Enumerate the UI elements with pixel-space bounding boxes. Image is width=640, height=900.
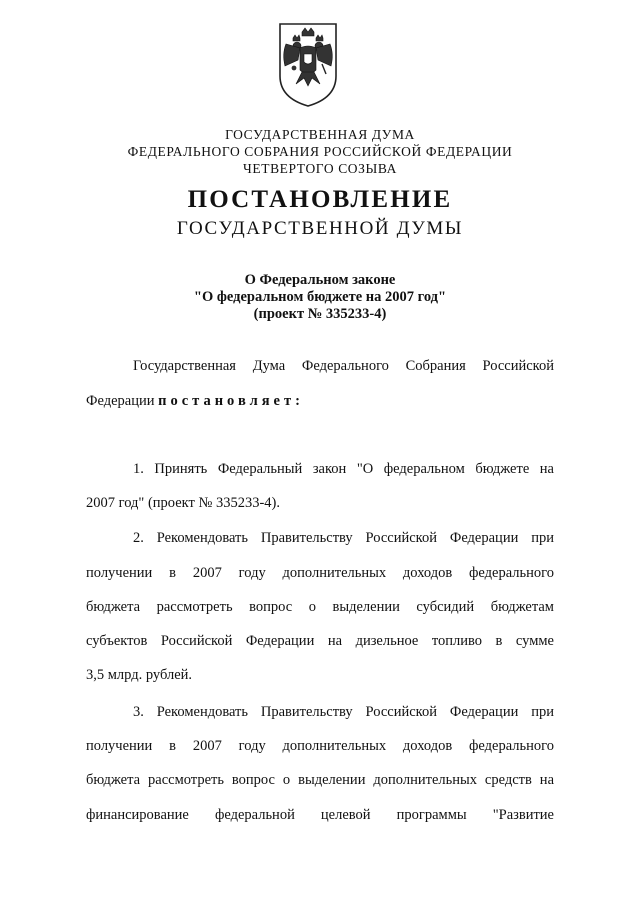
item-2-line-5: 3,5 млрд. рублей. [86, 667, 193, 683]
item-3-line-2: получении в 2007 году дополнительных доходов федерального [86, 738, 554, 754]
item-2-line-1: 2. Рекомендовать Правительству Российской Федерации при [133, 530, 554, 546]
item-2-line-2: получении в 2007 году дополнительных доходов федерального [86, 565, 554, 581]
item-3-line-4: финансирование федеральной целевой программы "Развитие [86, 807, 554, 823]
preamble-line-2 [86, 392, 554, 410]
header-line-1: ГОСУДАРСТВЕННАЯ ДУМА [225, 127, 415, 142]
item-3-line-1: 3. Рекомендовать Правительству Российской Федерации при [133, 704, 554, 720]
preamble-resolves: постановляет: [158, 393, 304, 409]
law-title-line-1: О Федеральном законе [244, 272, 396, 288]
coat-of-arms-icon [276, 20, 340, 108]
item-3-line-3: бюджета рассмотреть вопрос о выделении дополнительных средств на [86, 772, 554, 788]
item-2-line-3: бюджета рассмотреть вопрос о выделении субсидий бюджетам [86, 599, 554, 615]
law-title-line-2: "О федеральном бюджете на 2007 год" [193, 289, 447, 305]
document-title: ПОСТАНОВЛЕНИЕ [187, 186, 453, 213]
preamble-line-2-start: Федерации [86, 393, 155, 409]
item-1-line-2: 2007 год" (проект № 335233-4). [86, 495, 280, 511]
preamble-line-1: Государственная Дума Федерального Собрания Российской [133, 358, 554, 374]
item-2-line-4: субъектов Российской Федерации на дизельное топливо в сумме [86, 633, 554, 649]
document-subtitle: ГОСУДАРСТВЕННОЙ ДУМЫ [176, 218, 464, 239]
law-title-line-3: (проект № 335233-4) [253, 306, 387, 322]
item-1-line-1: 1. Принять Федеральный закон "О федеральном бюджете на [133, 461, 554, 477]
header-line-2: ФЕДЕРАЛЬНОГО СОБРАНИЯ РОССИЙСКОЙ ФЕДЕРАЦИИ [127, 144, 513, 159]
header-line-3: ЧЕТВЕРТОГО СОЗЫВА [243, 161, 397, 176]
